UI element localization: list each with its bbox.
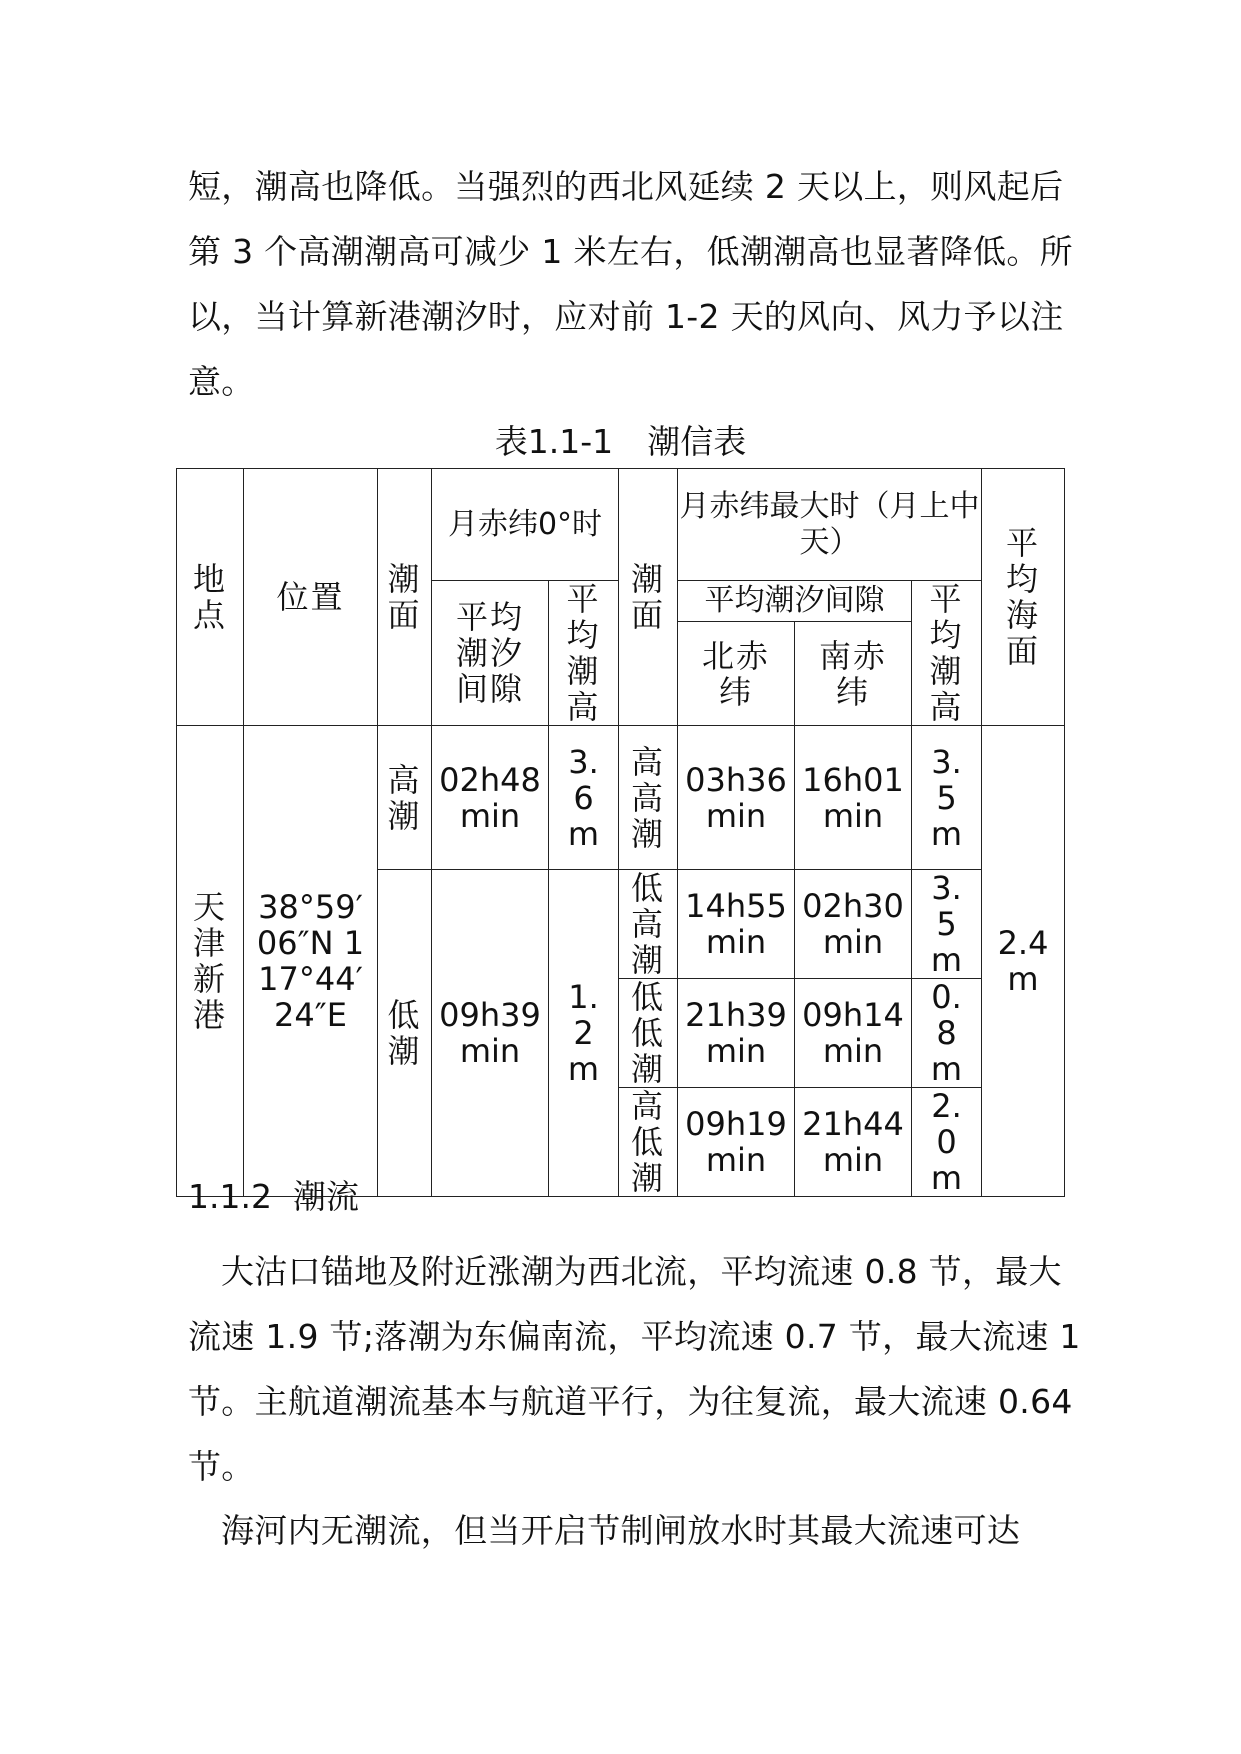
header-south-declination: 南赤纬 — [795, 622, 912, 726]
height-cell: 1.2m — [549, 870, 619, 1197]
header-position: 位置 — [244, 469, 378, 726]
north-interval-cell: 09h19min — [678, 1088, 795, 1197]
height-cell: 3.5m — [912, 726, 982, 870]
tide-table — [176, 468, 1065, 1197]
north-interval-cell: 21h39min — [678, 979, 795, 1088]
paragraph-line: 海河内无潮流，但当开启节制闸放水时其最大流速可达 — [221, 1511, 1021, 1550]
interval-cell: 02h48min — [432, 726, 549, 870]
mean-sea-level-cell: 2.4m — [982, 726, 1065, 1197]
header-tide-face: 潮面 — [619, 469, 678, 726]
height-cell: 0.8m — [912, 979, 982, 1088]
south-interval-cell: 02h30min — [795, 870, 912, 979]
paragraph-line: 第 3 个高潮潮高可减少 1 米左右，低潮潮高也显著降低。所 — [188, 232, 1073, 271]
table-caption-title: 潮信表 — [647, 422, 747, 461]
paragraph-line: 短，潮高也降低。当强烈的西北风延续 2 天以上，则风起后 — [188, 167, 1064, 206]
current-paragraph — [188, 1239, 1081, 1499]
position-cell: 38°59′06″N 117°44′24″E — [244, 726, 378, 1197]
header-mean-sea-level: 平均海面 — [982, 469, 1065, 726]
paragraph-line: 节。 — [188, 1447, 255, 1486]
tide-face-cell: 高潮 — [378, 726, 432, 870]
south-interval-cell: 16h01min — [795, 726, 912, 870]
north-interval-cell: 03h36min — [678, 726, 795, 870]
height-cell: 3.5m — [912, 870, 982, 979]
paragraph-line: 以，当计算新港潮汐时，应对前 1-2 天的风向、风力予以注 — [188, 297, 1064, 336]
south-interval-cell: 09h14min — [795, 979, 912, 1088]
north-interval-cell: 14h55min — [678, 870, 795, 979]
south-interval-cell: 21h44min — [795, 1088, 912, 1197]
header-avg-tide-height: 平均潮高 — [912, 581, 982, 726]
height-cell: 3.6m — [549, 726, 619, 870]
header-zero-avg-interval: 平均潮汐间隙 — [432, 581, 549, 726]
header-avg-tidal-interval: 平均潮汐间隙 — [678, 581, 912, 622]
location-cell: 天津新港 — [177, 726, 244, 1197]
tide-face-cell: 高低潮 — [619, 1088, 678, 1197]
section-number: 1.1.2 — [188, 1177, 272, 1216]
tide-face-cell: 低高潮 — [619, 870, 678, 979]
table-row — [177, 726, 1065, 870]
paragraph-line: 节。主航道潮流基本与航道平行，为往复流，最大流速 0.64 — [188, 1382, 1073, 1421]
table-caption-number: 表1.1-1 — [494, 422, 614, 461]
header-location: 地点 — [177, 469, 244, 726]
paragraph-line: 大沽口锚地及附近涨潮为西北流，平均流速 0.8 节，最大 — [221, 1252, 1062, 1291]
section-heading — [188, 1172, 359, 1222]
paragraph-line: 意。 — [188, 362, 255, 401]
interval-cell: 09h39min — [432, 870, 549, 1197]
header-north-declination: 北赤纬 — [678, 622, 795, 726]
header-zero-declination: 月赤纬0°时 — [432, 469, 619, 581]
header-tide-face: 潮面 — [378, 469, 432, 726]
table-caption — [0, 417, 1241, 467]
intro-paragraph — [188, 154, 1073, 414]
height-cell: 2.0m — [912, 1088, 982, 1197]
river-paragraph — [188, 1498, 1053, 1563]
tide-face-cell: 低低潮 — [619, 979, 678, 1088]
header-max-declination: 月赤纬最大时（月上中天） — [678, 469, 982, 581]
header-zero-avg-height: 平均潮高 — [549, 581, 619, 726]
tide-face-cell: 低潮 — [378, 870, 432, 1197]
tide-face-cell: 高高潮 — [619, 726, 678, 870]
paragraph-line: 流速 1.9 节;落潮为东偏南流，平均流速 0.7 节，最大流速 1 — [188, 1317, 1081, 1356]
section-title: 潮流 — [292, 1177, 359, 1216]
